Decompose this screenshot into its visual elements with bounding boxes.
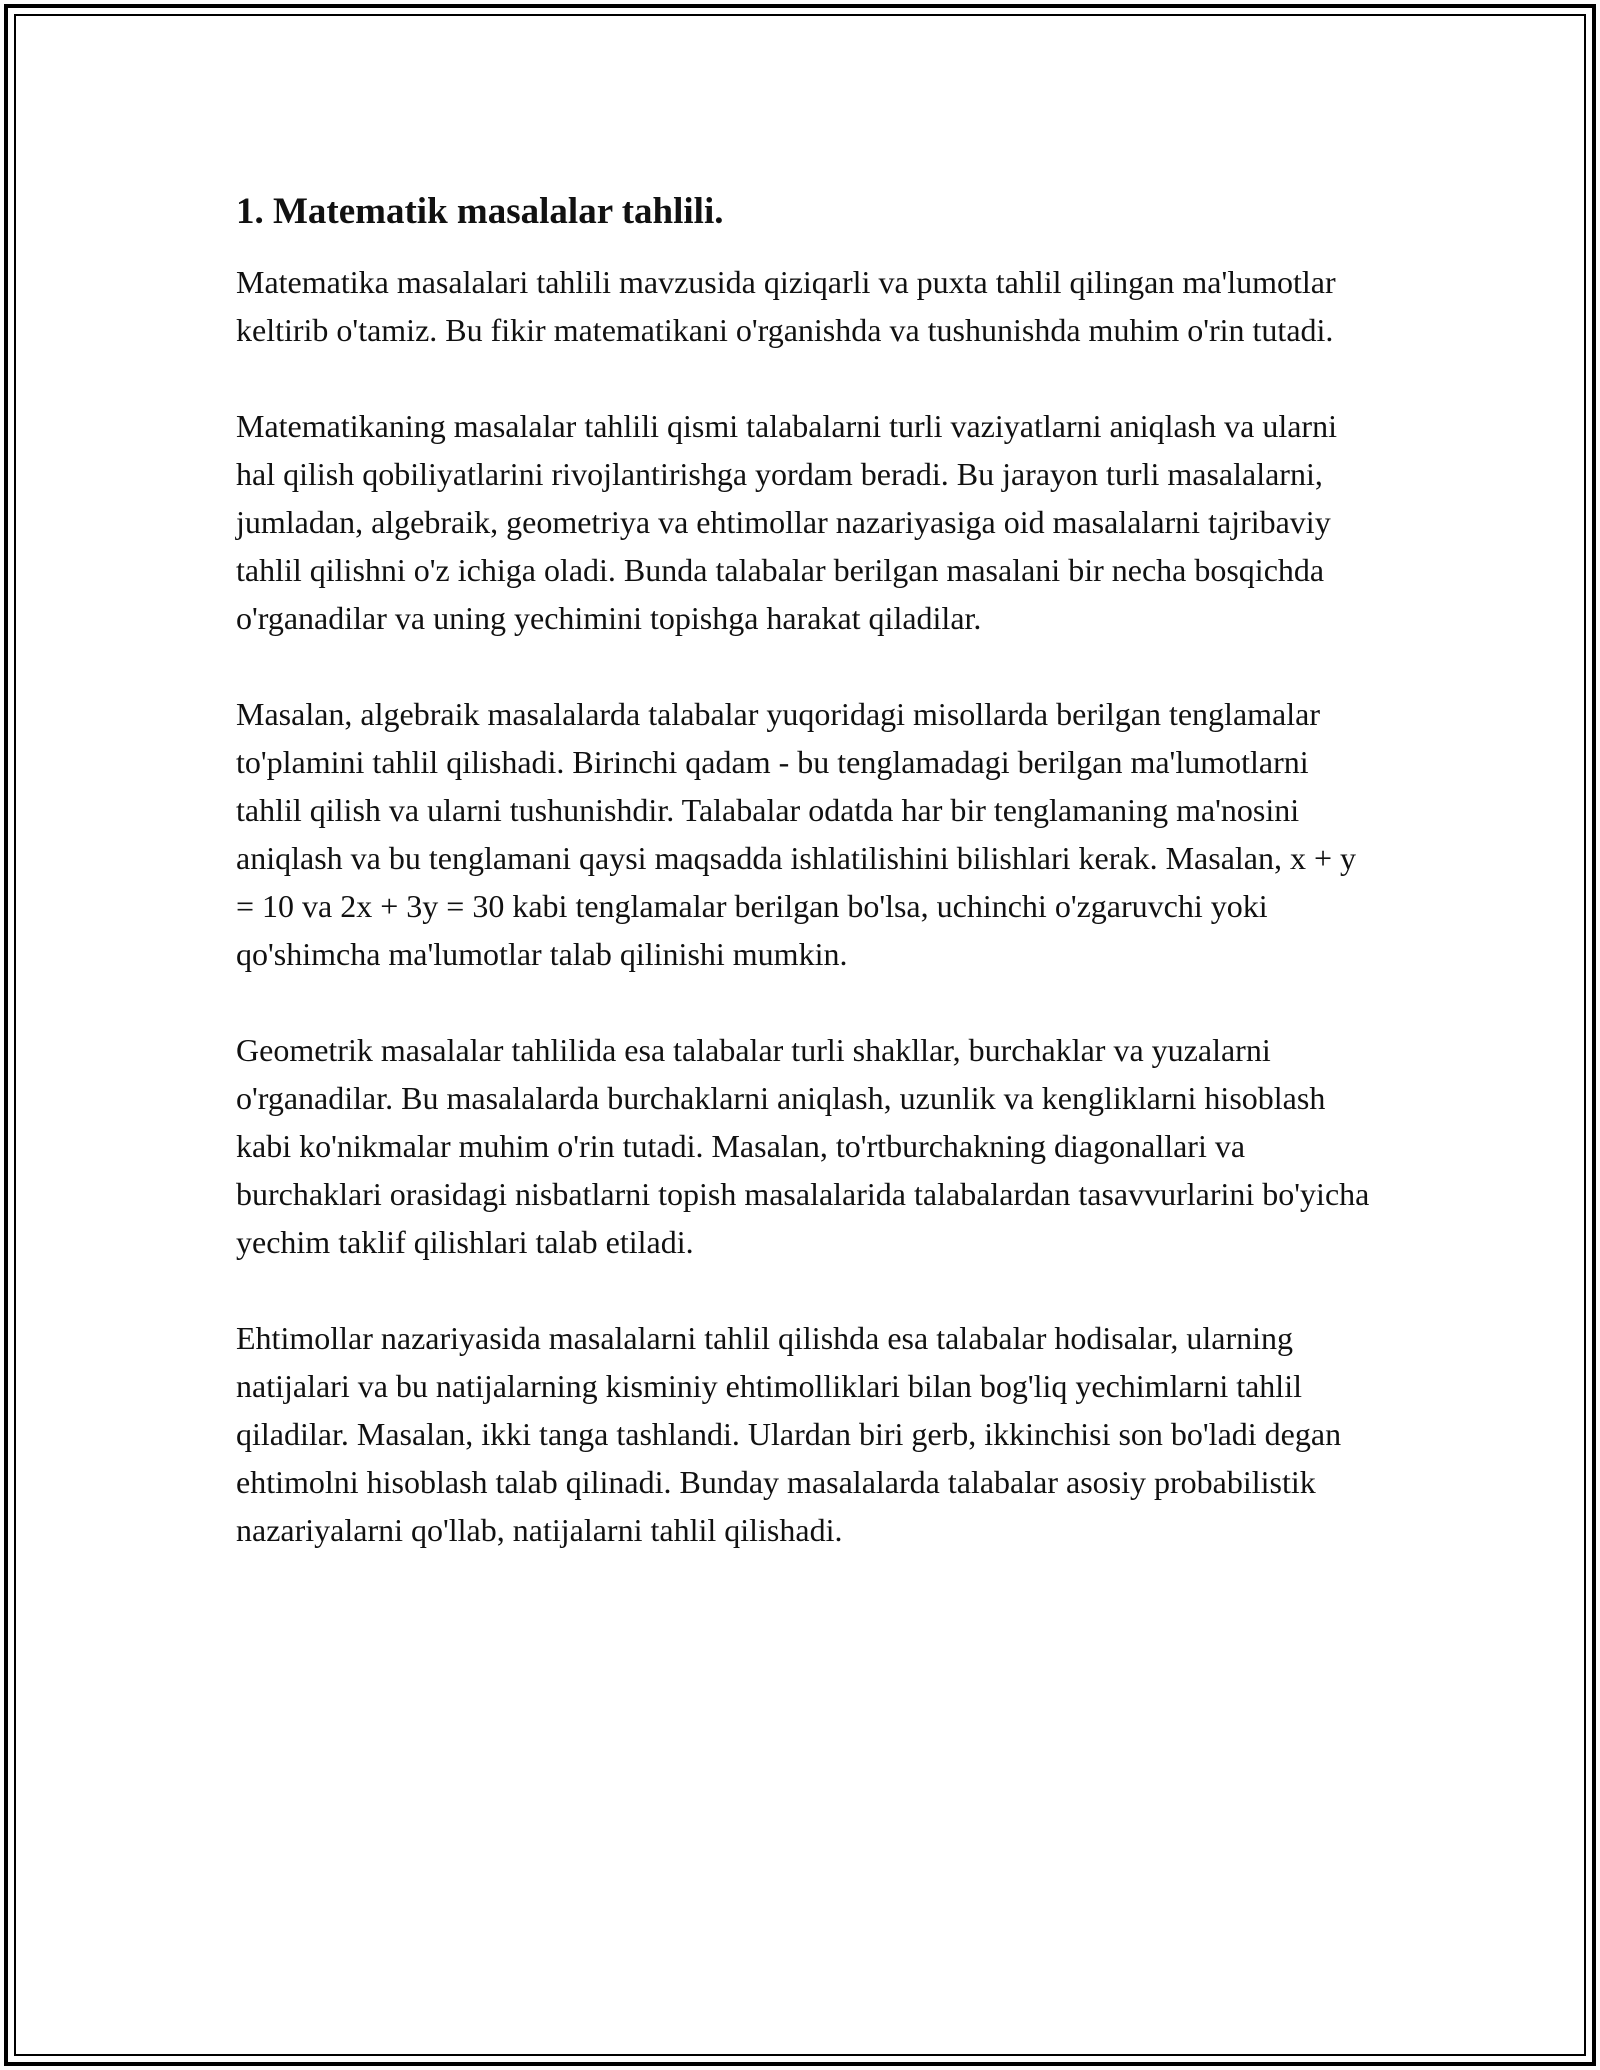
- document-title: 1. Matematik masalalar tahlili.: [236, 191, 724, 232]
- paragraph-overview: Matematikaning masalalar tahlili qismi talabalarni turli vaziyatlarni aniqlash va ularni hal qilish qobiliyatlarini rivojlantirishga yordam beradi. Bu jarayon turli masalalarni, jumladan, algebraik, geometriya va ehtimollar nazariyasiga oid masalalarni tajribaviy tahlil qilishni o'z ichiga oladi. Bunda talabalar berilgan masalani bir necha bosqichda o'rganadilar va uning yechimini topishga harakat qiladilar.: [236, 408, 1337, 636]
- paragraph-geometry: Geometrik masalalar tahlilida esa talabalar turli shakllar, burchaklar va yuzalarni o'rganadilar. Bu masalalarda burchaklarni aniqlash, uzunlik va kengliklarni hisoblash kabi ko'nikmalar muhim o'rin tutadi. Masalan, to'rtburchakning diagonallari va burchaklari orasidagi nisbatlarni topish masalalarida talabalardan tasavvurlarini bo'yicha yechim taklif qilishlari talab etiladi.: [236, 1032, 1370, 1260]
- paragraph-intro: Matematika masalalari tahlili mavzusida qiziqarli va puxta tahlil qilingan ma'lumotlar keltirib o'tamiz. Bu fikir matematikani o'rganishda va tushunishda muhim o'rin tutadi.: [236, 264, 1336, 348]
- paragraph-probability: Ehtimollar nazariyasida masalalarni tahlil qilishda esa talabalar hodisalar, ularning natijalari va bu natijalarning kisminiy ehtimolliklari bilan bog'liq yechimlarni tahlil qiladilar. Masalan, ikki tanga tashlandi. Ulardan biri gerb, ikkinchisi son bo'ladi degan ehtimolni hisoblash talab qilinadi. Bunday masalalarda talabalar asosiy probabilistik nazariyalarni qo'llab, natijalarni tahlil qilishadi.: [236, 1320, 1342, 1548]
- paragraph-algebra: Masalan, algebraik masalalarda talabalar yuqoridagi misollarda berilgan tenglamalar to'plamini tahlil qilishadi. Birinchi qadam - bu tenglamadagi berilgan ma'lumotlarni tahlil qilish va ularni tushunishdir. Talabalar odatda har bir tenglamaning ma'nosini aniqlash va bu tenglamani qaysi maqsadda ishlatilishini bilishlari kerak. Masalan, x + y = 10 va 2x + 3y = 30 kabi tenglamalar berilgan bo'lsa, uchinchi o'zgaruvchi yoki qo'shimcha ma'lumotlar talab qilinishi mumkin.: [236, 696, 1357, 972]
- document-body: [236, 190, 1376, 1602]
